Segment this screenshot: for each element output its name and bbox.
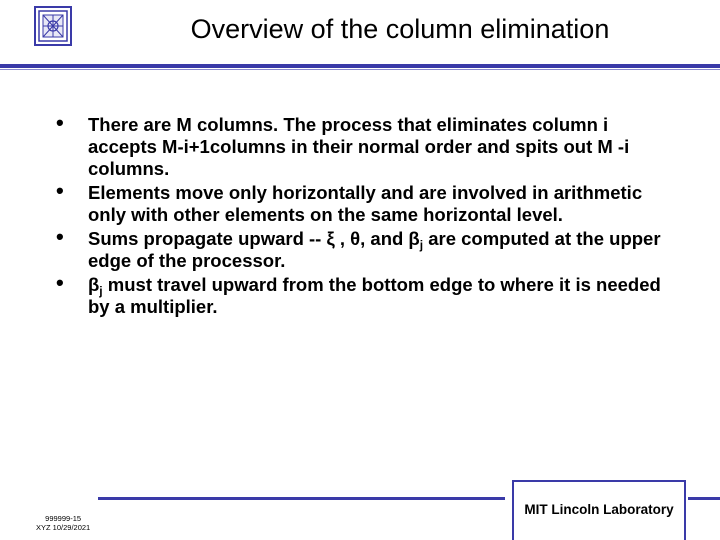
bullet-text-continued: are computed at the upper edge of the processor.	[88, 228, 661, 271]
header-divider	[0, 64, 720, 68]
bullet-text: There are M columns. The process that eliminates column i accepts M-i+1columns in their normal order and spits out M -i columns.	[88, 114, 630, 179]
bullet-dot-icon: •	[56, 178, 64, 203]
subscript-j: j	[419, 238, 424, 252]
bullet-text-continued: must travel upward from the bottom edge to where it is needed by a multiplier.	[88, 274, 661, 317]
footer-date: XYZ 10/29/2021	[36, 523, 91, 532]
bullet-dot-icon: •	[56, 110, 64, 135]
bullet-dot-icon: •	[56, 270, 64, 295]
footer-info	[36, 514, 90, 532]
footer-divider-right	[688, 497, 720, 500]
footer-divider	[98, 497, 505, 500]
bullet-item	[56, 270, 676, 318]
bullet-text: Sums propagate upward -- ξ , θ, and β	[88, 228, 420, 249]
slide-id: 999999-15	[45, 514, 82, 523]
lab-name: MIT Lincoln Laboratory	[524, 502, 674, 517]
bullet-text: β	[88, 274, 100, 295]
lincoln-lab-logo-icon	[34, 6, 72, 46]
bullet-item	[56, 224, 676, 272]
bullet-item	[56, 178, 676, 226]
bullet-item	[56, 110, 676, 180]
page-title: Overview of the column elimination	[190, 14, 610, 44]
header-divider-thin	[0, 69, 720, 70]
subscript-j: j	[99, 284, 103, 298]
bullet-list	[56, 110, 676, 318]
bullet-dot-icon: •	[56, 224, 64, 249]
bullet-text: Elements move only horizontally and are involved in arithmetic only with other elements on the same horizontal level.	[88, 182, 643, 225]
lab-name-box	[512, 480, 686, 540]
